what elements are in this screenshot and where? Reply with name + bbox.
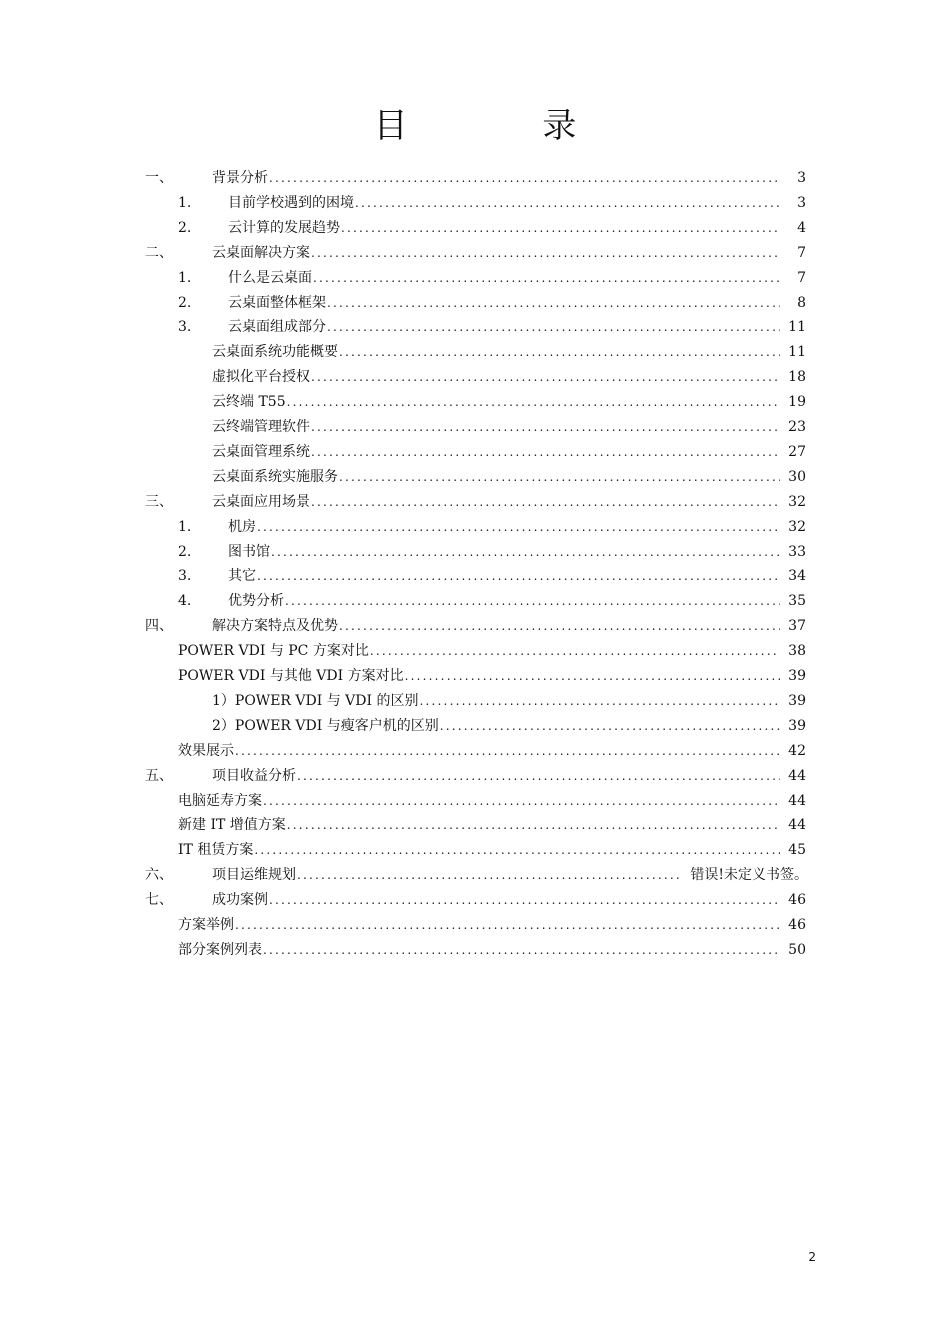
toc-entry[interactable]: [0, 241, 950, 266]
dot-leader: [297, 764, 780, 789]
toc-entry-page: 错误!未定义书签。: [690, 867, 808, 884]
toc-entry-number: 1.: [178, 194, 192, 211]
toc-entry-page: 32: [788, 493, 806, 510]
toc-entry-title: 解决方案特点及优势: [212, 618, 338, 635]
toc-entry-title: 背景分析: [212, 170, 268, 186]
toc-entry-page: 45: [788, 842, 806, 859]
toc-entry-title: 云桌面管理系统: [212, 443, 310, 460]
toc-entry-title: 项目收益分析: [212, 767, 296, 784]
toc-entry-title: 效果展示: [178, 742, 234, 759]
dot-leader: [311, 241, 780, 266]
toc-entry-page: 46: [788, 892, 806, 909]
toc-entry-page: 46: [788, 917, 806, 933]
dot-leader: [313, 266, 780, 291]
toc-entry-page: 37: [788, 618, 806, 635]
toc-entry-page: 50: [788, 941, 806, 958]
dot-leader: [287, 390, 780, 415]
toc-entry-title: 成功案例: [212, 892, 268, 909]
toc-entry-page: 7: [797, 244, 806, 261]
toc-entry[interactable]: [0, 913, 950, 938]
toc-entry-page: 7: [797, 269, 806, 286]
toc-entry-number: 2.: [178, 543, 192, 560]
toc-entry-title: 其它: [228, 568, 256, 585]
toc-entry-page: 38: [788, 643, 806, 660]
toc-entry-title: 目前学校遇到的困境: [228, 194, 354, 211]
dot-leader: [235, 913, 780, 938]
toc-entry-page: 44: [788, 767, 806, 784]
dot-leader: [287, 813, 780, 838]
toc-entry-title: 云终端管理软件: [212, 419, 310, 435]
dot-leader: [327, 315, 780, 340]
toc-entry[interactable]: [0, 614, 950, 639]
toc-entry-page: 8: [797, 294, 806, 311]
toc-entry[interactable]: [0, 564, 950, 589]
toc-entry[interactable]: [0, 266, 950, 291]
dot-leader: [405, 664, 780, 689]
toc-entry-page: 44: [788, 792, 806, 809]
toc-entry-title: 云桌面组成部分: [228, 319, 326, 336]
toc-entry-number: 1.: [178, 518, 192, 535]
toc-entry[interactable]: [0, 440, 950, 465]
toc-entry-title: 云桌面整体框架: [228, 294, 326, 311]
toc-entry[interactable]: [0, 191, 950, 216]
toc-entry-page: 19: [788, 394, 806, 411]
toc-entry-title: 云桌面系统功能概要: [212, 344, 338, 361]
toc-entry-title: 云桌面系统实施服务: [212, 468, 338, 485]
toc-entry-title: 新建 IT 增值方案: [178, 817, 286, 834]
toc-entry-number: 四、: [145, 618, 173, 635]
dot-leader: [235, 739, 780, 764]
toc-entry-number: 3.: [178, 568, 192, 585]
toc-entry-title: 优势分析: [228, 593, 284, 610]
toc-entry-title: 云计算的发展趋势: [228, 219, 340, 236]
dot-leader: [339, 465, 780, 490]
toc-entry-number: 3.: [178, 319, 192, 336]
toc-entry-page: 3: [797, 170, 806, 186]
dot-leader: [285, 589, 780, 614]
toc-entry-number: 六、: [145, 867, 173, 884]
page-title: 目 录: [373, 106, 639, 146]
toc-entry[interactable]: [0, 540, 950, 565]
toc-entry[interactable]: [0, 664, 950, 689]
toc-entry[interactable]: [0, 340, 950, 365]
dot-leader: [311, 490, 780, 515]
toc-entry-title: POWER VDI 与 PC 方案对比: [178, 643, 369, 660]
toc-entry-number: 2.: [178, 294, 192, 311]
dot-leader: [311, 415, 780, 440]
toc-entry[interactable]: [0, 888, 950, 913]
toc-entry[interactable]: [0, 166, 950, 191]
toc-entry-title: 方案举例: [178, 917, 234, 933]
toc-entry-title: 云终端 T55: [212, 394, 286, 411]
dot-leader: [339, 614, 780, 639]
toc-entry[interactable]: [0, 415, 950, 440]
toc-entry-page: 32: [788, 518, 806, 535]
dot-leader: [339, 340, 780, 365]
toc-entry-number: 五、: [145, 767, 173, 784]
toc-entry[interactable]: [0, 515, 950, 540]
toc-entry-page: 39: [788, 717, 806, 734]
toc-entry[interactable]: [0, 639, 950, 664]
dot-leader: [271, 540, 780, 565]
toc-entry-title: 部分案例列表: [178, 941, 262, 958]
toc-entry-title: IT 租赁方案: [178, 842, 254, 859]
toc-entry[interactable]: [0, 938, 950, 963]
toc-entry-page: 18: [788, 369, 806, 386]
toc-entry-title: 图书馆: [228, 543, 270, 560]
dot-leader: [341, 216, 780, 241]
dot-leader: [355, 191, 780, 216]
dot-leader: [440, 714, 780, 739]
dot-leader: [257, 515, 780, 540]
toc-entry[interactable]: [0, 465, 950, 490]
toc-entry[interactable]: [0, 714, 950, 739]
toc-entry-number: 二、: [145, 244, 173, 261]
toc-entry-title: 云桌面解决方案: [212, 244, 310, 261]
toc-entry-page: 4: [797, 219, 806, 236]
page-number: 2: [808, 1250, 816, 1264]
toc-entry[interactable]: [0, 390, 950, 415]
toc-entry-page: 39: [788, 668, 806, 684]
toc-entry-number: 七、: [145, 892, 173, 909]
toc-entry-page: 3: [797, 194, 806, 211]
dot-leader: [311, 365, 780, 390]
toc-entry[interactable]: [0, 689, 950, 714]
toc-entry-page: 33: [788, 543, 806, 560]
toc-entry[interactable]: [0, 789, 950, 814]
toc-entry[interactable]: [0, 216, 950, 241]
toc-entry-title: 电脑延寿方案: [178, 792, 262, 809]
toc-entry-page: 34: [788, 568, 806, 585]
toc-entry[interactable]: [0, 490, 950, 515]
toc-entry[interactable]: [0, 315, 950, 340]
toc-entry-page: 27: [788, 443, 806, 460]
dot-leader: [254, 838, 780, 863]
dot-leader: [420, 689, 781, 714]
toc-entry[interactable]: [0, 838, 950, 863]
dot-leader: [257, 564, 780, 589]
toc-entry-page: 11: [788, 319, 806, 336]
toc-entry[interactable]: [0, 291, 950, 316]
dot-leader: [327, 291, 780, 316]
dot-leader: [263, 938, 780, 963]
toc-entry-title: 什么是云桌面: [228, 269, 312, 286]
toc-entry-number: 2.: [178, 219, 192, 236]
dot-leader: [269, 888, 780, 913]
dot-leader: [269, 166, 780, 191]
toc-entry-page: 35: [788, 593, 806, 610]
toc-entry-number: 一、: [145, 170, 173, 186]
toc-entry-page: 23: [788, 419, 806, 435]
toc-entry-page: 11: [788, 344, 806, 361]
toc-entry[interactable]: [0, 813, 950, 838]
toc-entry-page: 44: [788, 817, 806, 834]
dot-leader: [297, 863, 682, 888]
dot-leader: [263, 789, 780, 814]
dot-leader: [311, 440, 780, 465]
toc-entry-title: 机房: [228, 518, 256, 535]
dot-leader: [370, 639, 780, 664]
toc-entry-title: 云桌面应用场景: [212, 493, 310, 510]
toc-entry-title: POWER VDI 与其他 VDI 方案对比: [178, 668, 404, 684]
toc-entry-title: 虚拟化平台授权: [212, 369, 310, 386]
toc-entry-page: 39: [788, 692, 806, 709]
toc-entry[interactable]: [0, 365, 950, 390]
toc-entry-number: 4.: [178, 593, 192, 610]
toc-entry-number: 1.: [178, 269, 192, 286]
toc-entry-number: 三、: [145, 493, 173, 510]
toc-entry-page: 30: [788, 468, 806, 485]
toc-entry[interactable]: [0, 863, 950, 888]
toc-entry[interactable]: [0, 589, 950, 614]
toc-entry-title: 2）POWER VDI 与瘦客户机的区别: [212, 717, 439, 734]
toc-entry-page: 42: [788, 742, 806, 759]
toc-entry-title: 项目运维规划: [212, 867, 296, 884]
toc-entry[interactable]: [0, 739, 950, 764]
toc-entry[interactable]: [0, 764, 950, 789]
toc-entry-title: 1）POWER VDI 与 VDI 的区别: [212, 692, 419, 709]
